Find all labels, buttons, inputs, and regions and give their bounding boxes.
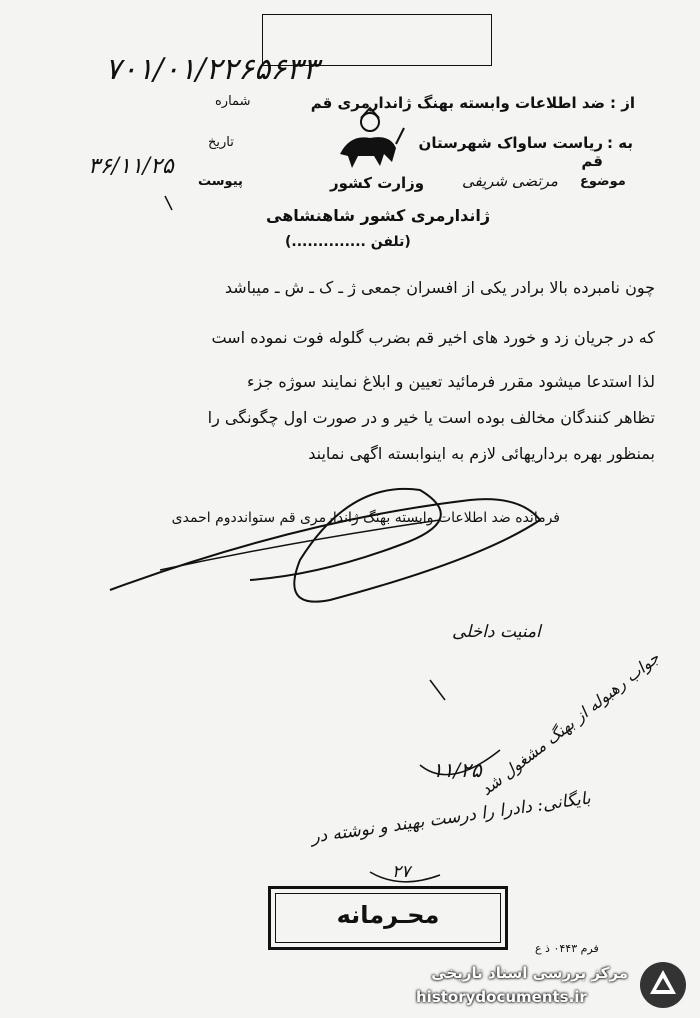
attachment-label: پیوست <box>198 174 243 189</box>
phone-line: (تلفن ..............) <box>285 234 411 250</box>
body-line-5: بمنظور بهره برداریهائی لازم به اینوابسته اگهی نمایند <box>308 444 655 463</box>
from-text: ضد اطلاعات وابسته بهنگ ژاندارمری قم <box>310 94 605 112</box>
hand-note-reply: جواب رهبوله از بهنگ مشغول شد <box>476 648 663 800</box>
body-line-4: تظاهر کنندگان مخالف بوده است یا خیر و در صورت اول چگونگی را <box>207 408 655 427</box>
body-line-2: که در جریان زد و خورد های اخیر قم بضرب گلوله فوت نموده است <box>211 328 655 347</box>
hand-note-archive: بایگانی: دادرا را درست بهیند و نوشته در <box>309 788 592 848</box>
watermark-url: historydocuments.ir <box>416 988 587 1006</box>
form-code: فرم ۰۴۴۳ ذ ع <box>535 942 599 955</box>
subject-value: مرتضی شریفی <box>462 172 558 190</box>
date-value: ۳۶/۱۱/۲۵ <box>88 154 174 179</box>
watermark-title: مرکز بررسی اسناد تاریخی <box>431 964 628 982</box>
watermark <box>400 958 694 1014</box>
number-label: شماره <box>215 94 251 109</box>
watermark-logo-icon <box>638 960 688 1010</box>
hand-note-security: امنیت داخلی <box>452 622 541 642</box>
to-text: ریاست ساواک شهرستان قم <box>418 134 603 170</box>
to-label: به : <box>607 134 633 152</box>
from-label: از : <box>610 94 635 112</box>
hand-note-number: ۲۷ <box>392 862 411 882</box>
confidential-stamp <box>268 886 508 950</box>
subject-label: موضوع <box>580 174 626 189</box>
signature-line: فرمانده ضد اطلاعات وابسته بهنگ ژاندارمری قم ستوانددوم احمدی <box>171 510 560 526</box>
body-line-1: چون نامبرده بالا برادر یکی از افسران جمعی ژ ـ ک ـ ش ـ میباشد <box>224 278 655 297</box>
gendarmerie-title: ژاندارمری کشور شاهنشاهی <box>266 206 491 225</box>
handwritten-reference-number: ۷۰۱/۰۱/۲۲۶۵۶۳۳ <box>105 52 319 87</box>
date-label: تاریخ <box>208 135 234 150</box>
ministry-title: وزارت کشور <box>330 174 425 192</box>
hand-note-date: ۱۱/۲۵ <box>432 758 482 782</box>
confidential-stamp-text: محـرمانه <box>336 901 440 929</box>
body-line-3: لذا استدعا میشود مقرر فرمائید تعیین و ابلاغ نمایند سوژه جزء <box>247 372 655 391</box>
